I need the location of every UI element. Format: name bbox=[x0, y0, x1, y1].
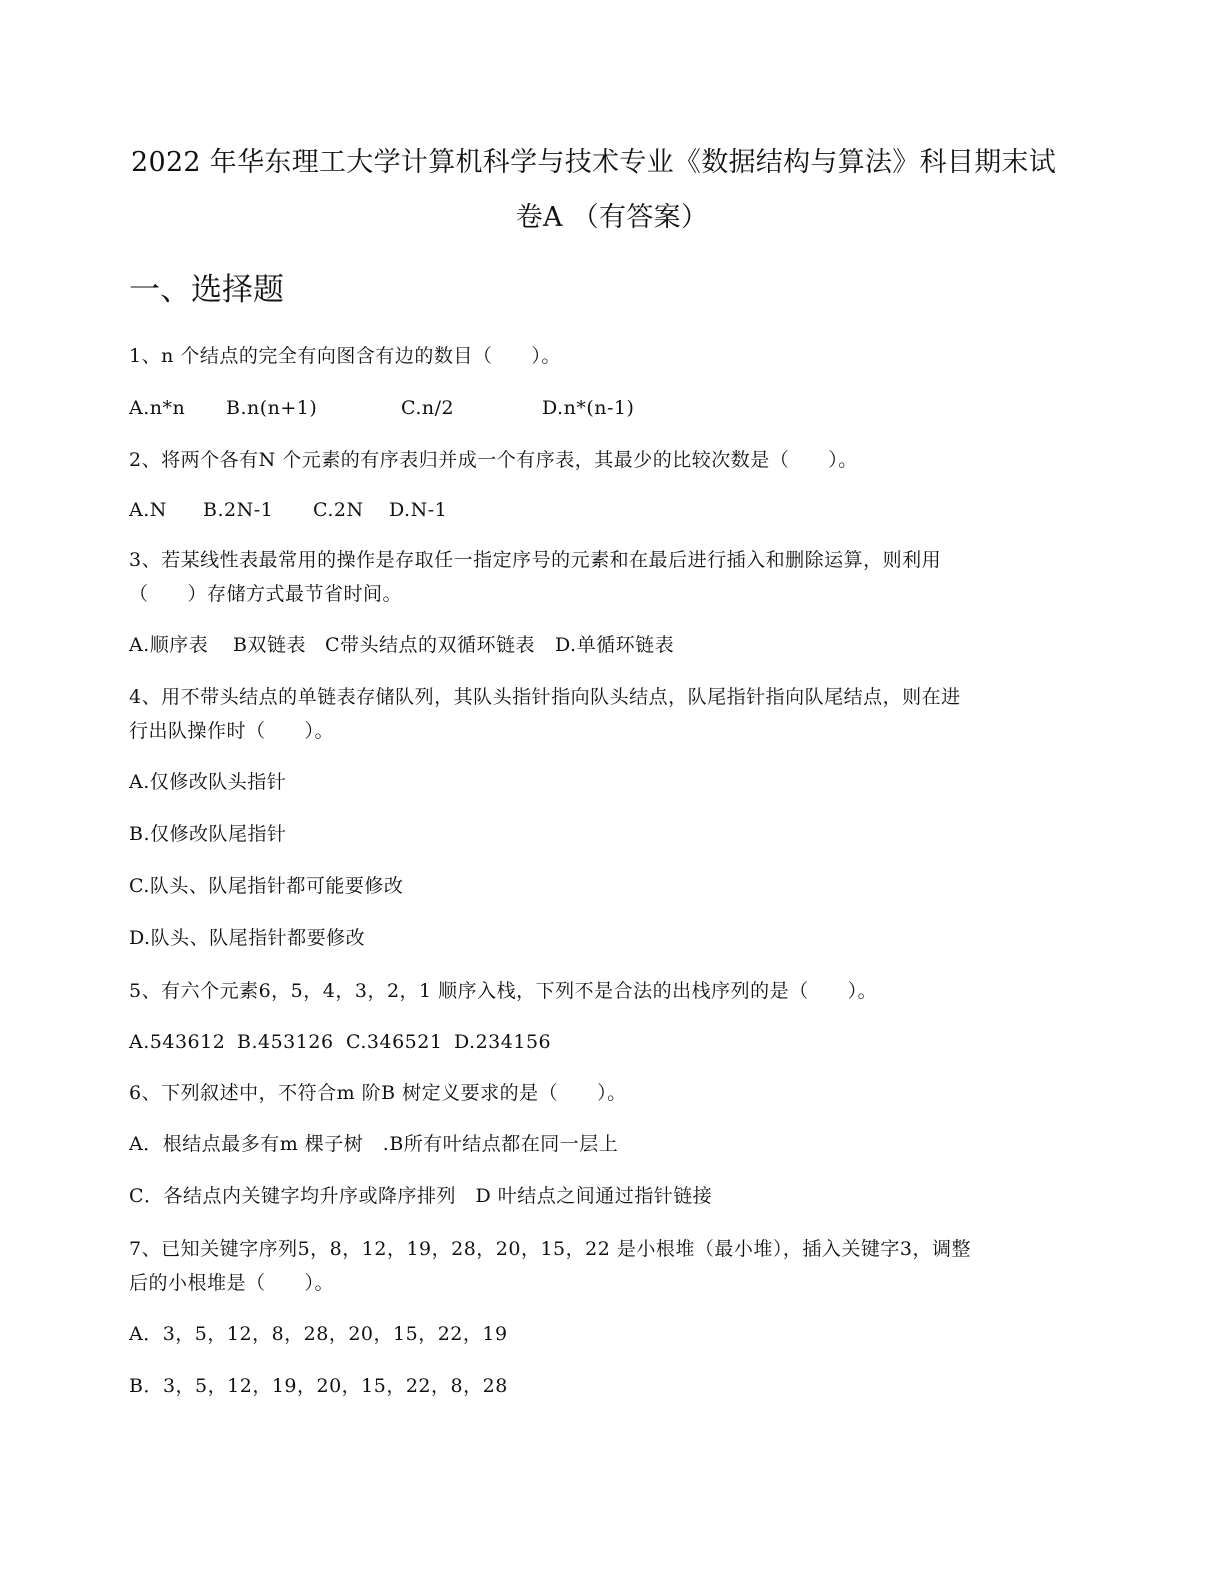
question-3-option-d: D.单循环链表 bbox=[555, 634, 675, 656]
question-1-stem: 1、n 个结点的完全有向图含有边的数目（ ）。 bbox=[129, 345, 561, 367]
question-5-options bbox=[129, 1029, 551, 1055]
question-5-option-d: D.234156 bbox=[454, 1031, 552, 1053]
question-2-option-d: D.N-1 bbox=[389, 499, 448, 521]
question-2-option-b: B.2N-1 bbox=[203, 499, 274, 521]
document-title-line-2: 卷A （有答案） bbox=[515, 202, 709, 233]
question-6-stem: 6、下列叙述中，不符合m 阶B 树定义要求的是（ ）。 bbox=[129, 1082, 627, 1104]
question-1-option-a: A.n*n bbox=[129, 397, 186, 419]
question-5-option-a: A.543612 bbox=[129, 1031, 226, 1053]
question-4-option-c: C.队头、队尾指针都可能要修改 bbox=[129, 875, 404, 897]
question-5-option-b: B.453126 bbox=[237, 1031, 334, 1053]
question-3-stem-line-1: 3、若某线性表最常用的操作是存取任一指定序号的元素和在最后进行插入和删除运算，则利用 bbox=[129, 549, 942, 571]
question-6-options-cd: C．各结点内关键字均升序或降序排列 D 叶结点之间通过指针链接 bbox=[129, 1185, 713, 1207]
question-5-stem: 5、有六个元素6，5，4，3，2，1 顺序入栈，下列不是合法的出栈序列的是（ ）。 bbox=[129, 980, 878, 1002]
question-2-options bbox=[129, 497, 447, 523]
question-2-stem: 2、将两个各有N 个元素的有序表归并成一个有序表，其最少的比较次数是（ ）。 bbox=[129, 449, 858, 471]
question-4-option-a: A.仅修改队头指针 bbox=[129, 771, 287, 793]
question-2-option-c: C.2N bbox=[313, 499, 364, 521]
question-4-stem-line-2: 行出队操作时（ ）。 bbox=[129, 720, 335, 742]
question-6-options-ab: A．根结点最多有m 棵子树 .B所有叶结点都在同一层上 bbox=[129, 1133, 619, 1155]
question-7-option-a: A．3，5，12，8，28，20，15，22，19 bbox=[129, 1323, 508, 1345]
question-7-stem-line-2: 后的小根堆是（ ）。 bbox=[129, 1272, 335, 1294]
question-7-option-b: B．3，5，12，19，20，15，22，8，28 bbox=[129, 1375, 508, 1397]
question-1-options bbox=[129, 395, 634, 421]
section-heading: 一、选择题 bbox=[129, 272, 284, 308]
question-3-option-c: C带头结点的双循环链表 bbox=[325, 634, 536, 656]
question-4-option-b: B.仅修改队尾指针 bbox=[129, 823, 287, 845]
question-7-stem-line-1: 7、已知关键字序列5，8，12，19，28，20，15，22 是小根堆（最小堆），插入关键字3，调整 bbox=[129, 1238, 971, 1260]
question-1-option-b: B.n(n+1) bbox=[226, 397, 318, 419]
question-3-stem-line-2: （ ）存储方式最节省时间。 bbox=[129, 583, 403, 605]
question-3-option-a: A.顺序表 bbox=[129, 634, 209, 656]
question-1-option-c: C.n/2 bbox=[401, 397, 455, 419]
question-3-options bbox=[129, 632, 674, 658]
question-3-option-b: B双链表 bbox=[233, 634, 306, 656]
question-4-stem-line-1: 4、用不带头结点的单链表存储队列，其队头指针指向队头结点，队尾指针指向队尾结点，则在进 bbox=[129, 686, 961, 708]
document-title-line-1: 2022 年华东理工大学计算机科学与技术专业《数据结构与算法》科目期末试 bbox=[131, 147, 1057, 178]
question-4-option-d: D.队头、队尾指针都要修改 bbox=[129, 927, 366, 949]
question-2-option-a: A.N bbox=[129, 499, 167, 521]
question-1-option-d: D.n*(n-1) bbox=[542, 397, 635, 419]
question-5-option-c: C.346521 bbox=[346, 1031, 443, 1053]
